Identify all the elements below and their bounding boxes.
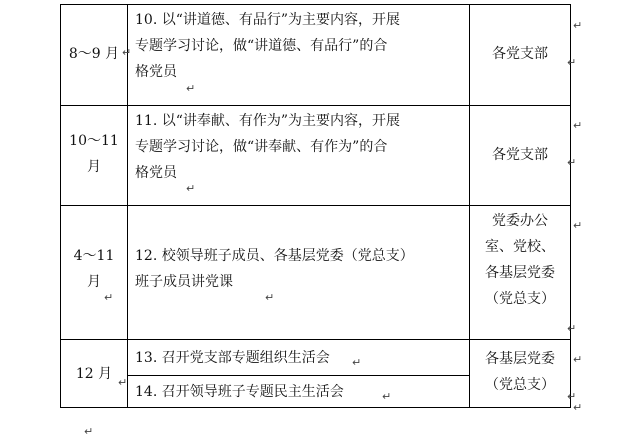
row1-time-line1: 8～9 月 xyxy=(68,46,120,62)
row2-unit-line1: 各党支部 xyxy=(492,147,548,163)
row1-content-cell xyxy=(135,7,465,85)
row2-time-cell xyxy=(62,128,126,180)
table-border-left xyxy=(60,4,61,408)
row4-time-cell xyxy=(62,361,126,387)
row4-content-cell-b xyxy=(135,379,465,405)
row1-unit-cell xyxy=(471,41,569,67)
column-divider-1 xyxy=(127,4,128,408)
paragraph-mark: ↵ xyxy=(382,390,392,403)
row3-unit-cell xyxy=(471,208,569,312)
row4-content-line1: 13. 召开党支部专题组织生活会 xyxy=(135,350,330,366)
paragraph-mark: ↵ xyxy=(122,46,132,59)
paragraph-mark: ↵ xyxy=(352,356,362,369)
row2-content-cell xyxy=(135,108,465,186)
row3-unit-line2: 室、党校、 xyxy=(485,239,555,255)
row1-unit-line1: 各党支部 xyxy=(492,46,548,62)
row3-content-line2: 班子成员讲党课 xyxy=(135,274,233,290)
paragraph-mark: ↵ xyxy=(186,182,196,195)
row2-content-line1: 11. 以“讲奉献、有作为”为主要内容，开展 xyxy=(135,113,401,129)
row3-unit-line4: （党总支） xyxy=(485,291,555,307)
row3-unit-line1: 党委办公 xyxy=(492,213,548,229)
row4-unit-cell xyxy=(471,346,569,398)
paragraph-mark: ↵ xyxy=(573,219,583,232)
paragraph-mark: ↵ xyxy=(265,291,275,304)
row1-content-line3: 格党员 xyxy=(135,64,177,80)
schedule-table xyxy=(60,4,571,408)
row1-content-line2: 专题学习讨论，做“讲道德、有品行”的合 xyxy=(135,38,388,54)
row3-content-line1: 12. 校领导班子成员、各基层党委（党总支） xyxy=(135,248,414,264)
row4-unit-line1: 各基层党委 xyxy=(485,351,555,367)
row2-unit-cell xyxy=(471,142,569,168)
row-divider-1 xyxy=(60,105,571,106)
row3-unit-line3: 各基层党委 xyxy=(485,265,555,281)
row1-content-line1: 10. 以“讲道德、有品行”为主要内容，开展 xyxy=(135,12,401,28)
table-border-top xyxy=(60,4,571,5)
row-divider-3 xyxy=(60,339,571,340)
row4-unit-line2: （党总支） xyxy=(485,377,555,393)
row3-content-cell xyxy=(135,243,465,295)
column-divider-2 xyxy=(469,4,470,408)
paragraph-mark: ↵ xyxy=(573,401,583,414)
row4-content-line2: 14. 召开领导班子专题民主生活会 xyxy=(135,384,344,400)
table-border-bottom xyxy=(60,407,571,408)
row3-time-cell xyxy=(62,243,126,295)
paragraph-mark: ↵ xyxy=(573,19,583,32)
paragraph-mark: ↵ xyxy=(186,82,196,95)
row4-time-line1: 12 月 xyxy=(75,366,113,382)
row3-time-line1: 4～11 xyxy=(73,248,115,264)
paragraph-mark: ↵ xyxy=(118,376,128,389)
paragraph-mark: ↵ xyxy=(104,291,114,304)
row-divider-2 xyxy=(60,205,571,206)
row2-content-line3: 格党员 xyxy=(135,165,177,181)
row3-time-line2: 月 xyxy=(87,274,101,290)
row4-content-cell-a xyxy=(135,345,465,371)
row2-time-line1: 10～11 xyxy=(69,133,119,149)
row1-time-cell xyxy=(62,41,126,67)
paragraph-mark: ↵ xyxy=(567,390,577,403)
row2-time-line2: 月 xyxy=(87,159,101,175)
paragraph-mark: ↵ xyxy=(567,156,577,169)
paragraph-mark: ↵ xyxy=(573,353,583,366)
row2-content-line2: 专题学习讨论，做“讲奉献、有作为”的合 xyxy=(135,139,388,155)
paragraph-mark: ↵ xyxy=(573,119,583,132)
paragraph-mark: ↵ xyxy=(567,322,577,335)
row-divider-4-content xyxy=(127,375,470,376)
paragraph-mark: ↵ xyxy=(567,56,577,69)
paragraph-mark: ↵ xyxy=(84,425,94,438)
